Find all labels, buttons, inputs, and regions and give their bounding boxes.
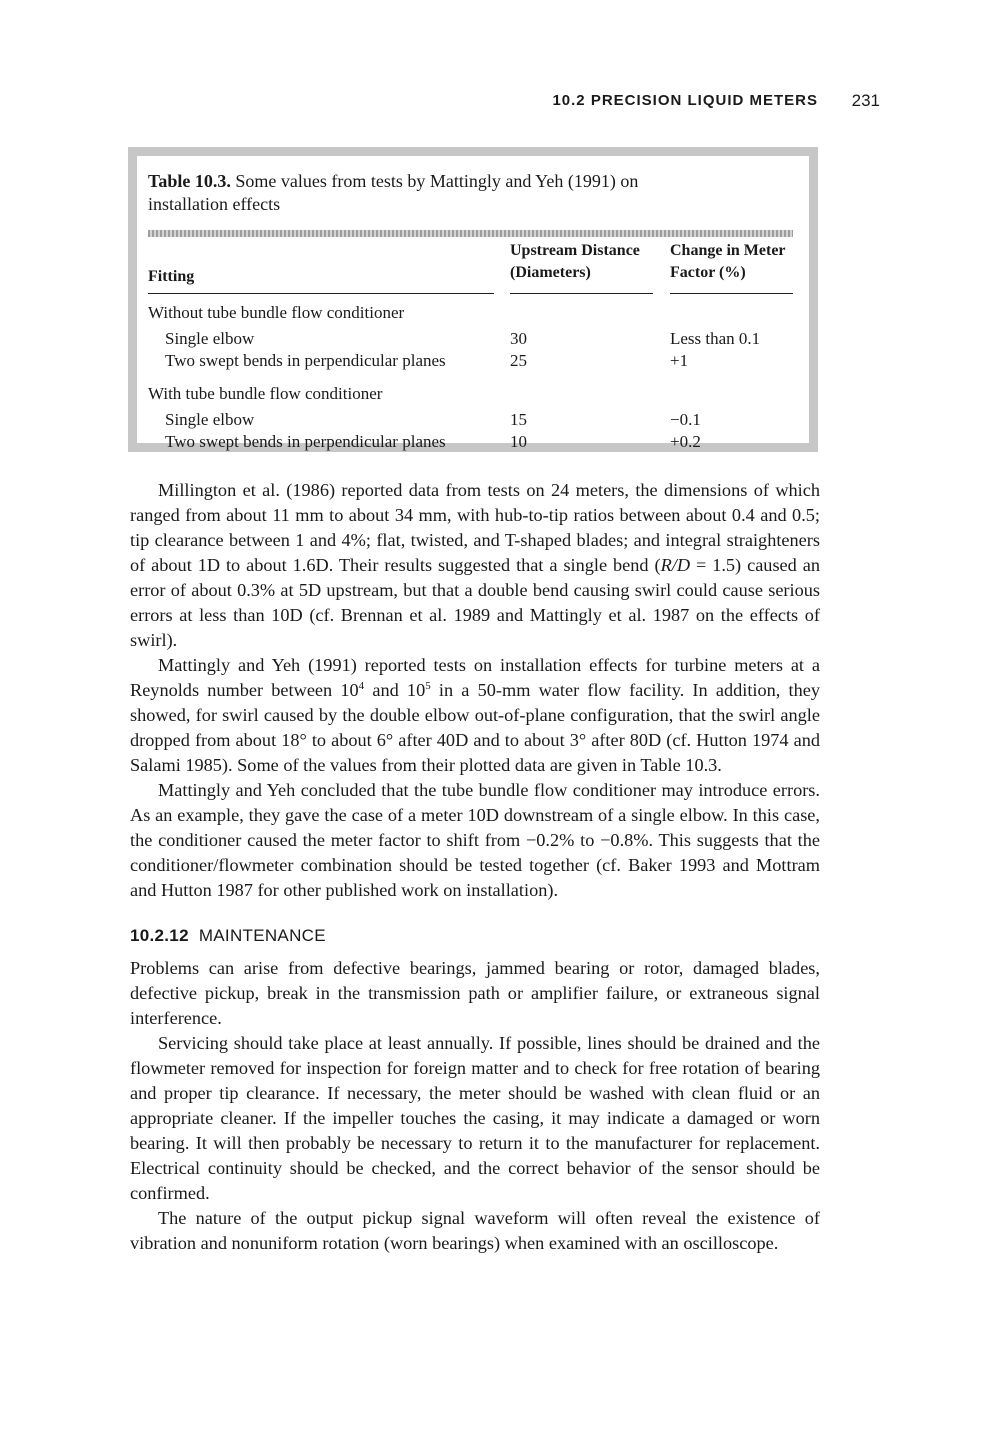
table-row: Single elbow 30 Less than 0.1: [165, 329, 761, 348]
column-header-change-in-meter-factor: Change in Meter Factor (%): [670, 242, 786, 281]
running-head: [0, 92, 1008, 116]
header-rule: [670, 293, 793, 294]
paragraph-servicing: Servicing should take place at least annually. If possible, lines should be drained and the flowmeter removed for inspection for foreign matter and to check for free rotation of bearing and proper tip clearance. If necessary, the meter should be washed with clean fluid or an appropriate cleaner. If the impeller touches the casing, it may indicate a damaged or worn bearing. It will then probably be necessary to return it to the manufacturer for replacement. Electrical continuity should be checked, and the correct behavior of the sensor should be confirmed.: [130, 1033, 820, 1203]
table-10-3: [128, 147, 818, 452]
paragraph-problems: Problems can arise from defective bearings, jammed bearing or rotor, damaged blades, defective pickup, break in the transmission path or amplifier failure, or extraneous signal interference.: [130, 958, 820, 1028]
paragraph-millington: Millington et al. (1986) reported data from tests on 24 meters, the dimensions of which ranged from about 11 mm to about 34 mm, with hub-to-tip ratios between about 0.4 and 0.5; tip clearance between 1 and 4%; flat, twisted, and T-shaped blades; and integral straighteners of about 1D to about 1.6D. Their results suggested that a single bend (R/D = 1.5) caused an error of about 0.3% at 5D upstream, but that a double bend causing swirl could cause serious errors at less than 10D (cf. Brennan et al. 1989 and Mattingly et al. 1987 on the effects of swirl).: [130, 480, 820, 650]
section-heading: [130, 923, 820, 948]
table-row: Two swept bends in perpendicular planes 10 +0.2: [165, 432, 701, 451]
column-header-upstream-distance: Upstream Distance (Diameters): [510, 242, 640, 281]
paragraph-conclusion: Mattingly and Yeh concluded that the tube bundle flow conditioner may introduce errors. As an example, they gave the case of a meter 10D downstream of a single elbow. In this case, the conditioner caused the meter factor to shift from −0.2% to −0.8%. This suggests that the conditioner/flowmeter combination should be tested together (cf. Baker 1993 and Mottram and Hutton 1987 for other published work on installation).: [130, 780, 820, 900]
table-caption: [148, 170, 708, 216]
body-text: [130, 478, 820, 1256]
paragraph-waveform: The nature of the output pickup signal waveform will often reveal the existence of vibration and nonuniform rotation (worn bearings) when examined with an oscilloscope.: [130, 1208, 820, 1253]
header-rule: [510, 293, 653, 294]
table-row: Two swept bends in perpendicular planes 25 +1: [165, 351, 689, 370]
table-hatch-rule: [148, 230, 793, 237]
table-group-title: Without tube bundle flow conditioner: [148, 303, 405, 322]
header-rule: [148, 293, 494, 294]
column-header-fitting: Fitting: [148, 268, 195, 285]
table-column-headers: [148, 240, 793, 290]
table-row: Single elbow 15 −0.1: [165, 410, 701, 429]
section-title: 10.2 PRECISION LIQUID METERS: [552, 92, 818, 109]
section-number: 10.2.12: [130, 926, 189, 945]
section-heading-title: MAINTENANCE: [198, 926, 326, 945]
paragraph-mattingly-yeh: Mattingly and Yeh (1991) reported tests on installation effects for turbine meters at a Reynolds number between $10^4$ and $10^5$ in a 50-mm water flow facility. In addition, they showed, for swirl caused by the double elbow out-of-plane configuration, that the swirl angle dropped from about 18° to about 6° after 40D and to about 3° after 80D (cf. Hutton 1974 and Salami 1985). Some of the values from their plotted data are given in Table 10.3.: [130, 655, 820, 775]
table-caption-text: Some values from tests by Mattingly and Yeh (1991) on installation effects: [148, 171, 639, 214]
page-number: 231: [851, 91, 880, 110]
table-group-title: With tube bundle flow conditioner: [148, 384, 383, 403]
table-label: Table 10.3.: [148, 171, 231, 191]
